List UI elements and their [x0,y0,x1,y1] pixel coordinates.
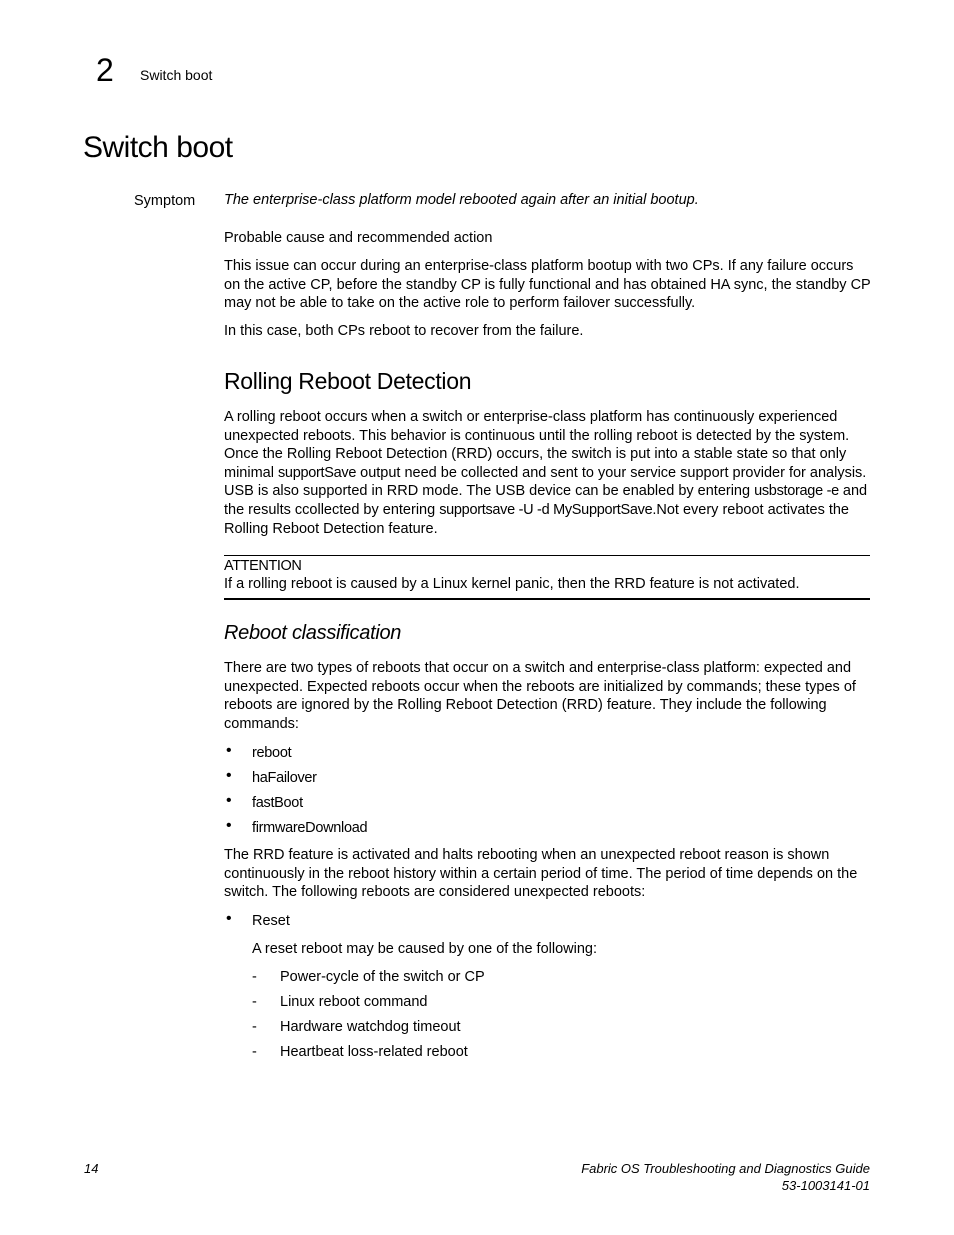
reset-intro: A reset reboot may be caused by one of the following: [252,941,597,957]
chapter-number: 2 [96,52,114,88]
classification-paragraph-1: There are two types of reboots that occur on a switch and enterprise-class platform: expected and unexpected. Expected reboots occur when the reboots are initialized by commands; these types of reboots are ignored by the Rolling Reboot Detection (RRD) feature. They include the following commands: [224,660,856,732]
list-item: Hardware watchdog timeout [280,1019,461,1035]
rrd-text-c: and the results ccollected by entering [224,483,868,518]
reset-label: Reset [252,913,290,929]
footer-guide-title: Fabric OS Troubleshooting and Diagnostics Guide [581,1161,870,1176]
list-item: reboot [252,745,292,761]
symptom-text: The enterprise-class platform model rebooted again after an initial bootup. [224,192,699,208]
cmd-supportsave: supportSave [277,464,357,481]
list-item: Linux reboot command [280,994,428,1010]
dash-icon: - [252,1019,257,1035]
attention-bottom-rule [224,598,870,600]
rrd-text-b: output need be collected and sent to your service support provider for analysis. USB is also supported in RRD mode. The USB device can be enabled by entering [224,464,867,500]
list-item: Power-cycle of the switch or CP [280,969,485,985]
page-title: Switch boot [83,131,233,164]
list-item: haFailover [252,770,317,786]
rrd-heading: Rolling Reboot Detection [224,368,472,394]
dash-icon: - [252,969,257,985]
cause-paragraph-2: In this case, both CPs reboot to recover from the failure. [224,323,584,339]
classification-paragraph-2: The RRD feature is activated and halts rebooting when an unexpected reboot reason is shown continuously in the reboot history within a certain period of time. The period of time depends on the switch. The following reboots are considered unexpected reboots: [224,847,858,901]
rrd-paragraph [224,408,872,538]
cause-heading: Probable cause and recommended action [224,230,493,246]
list-item: Heartbeat loss-related reboot [280,1044,468,1060]
footer-doc-number: 53-1003141-01 [781,1178,870,1193]
dash-icon: - [252,994,257,1010]
attention-label: ATTENTION [224,558,302,574]
list-item: fastBoot [252,795,303,811]
cmd-usbstorage: usbstorage -e [754,483,839,500]
dash-icon: - [252,1044,257,1060]
bullet-icon: • [226,817,232,834]
attention-text: If a rolling reboot is caused by a Linux kernel panic, then the RRD feature is not activated. [224,576,800,592]
bullet-icon: • [226,767,232,784]
list-item: firmwareDownload [252,820,368,836]
bullet-icon: • [226,742,232,759]
bullet-icon: • [226,792,232,809]
classification-heading: Reboot classification [224,622,402,644]
rrd-text-d: .Not every reboot activates the Rolling Reboot Detection feature. [224,501,849,537]
footer-page-number: 14 [84,1161,99,1176]
rrd-text-a: A rolling reboot occurs when a switch or enterprise-class platform has continuously experienced unexpected reboots. This behavior is continuous until the rolling reboot is detected by the system. Once the Rolling Reboot Detection (RRD) occurs, the switch is put into a stable state so that only minimal [224,409,850,481]
symptom-label: Symptom [134,193,196,209]
cause-paragraph-1: This issue can occur during an enterprise-class platform bootup with two CPs. If any failure occurs on the active CP, before the standby CP is fully functional and has obtained HA sync, the standby CP may not be able to take on the active role to perform failover successfully. [224,258,871,312]
running-header: Switch boot [140,67,213,83]
bullet-icon: • [226,910,232,927]
cmd-supportsave-usb: supportsave -U -d MySupportSave [439,501,653,518]
attention-top-rule [224,555,870,556]
